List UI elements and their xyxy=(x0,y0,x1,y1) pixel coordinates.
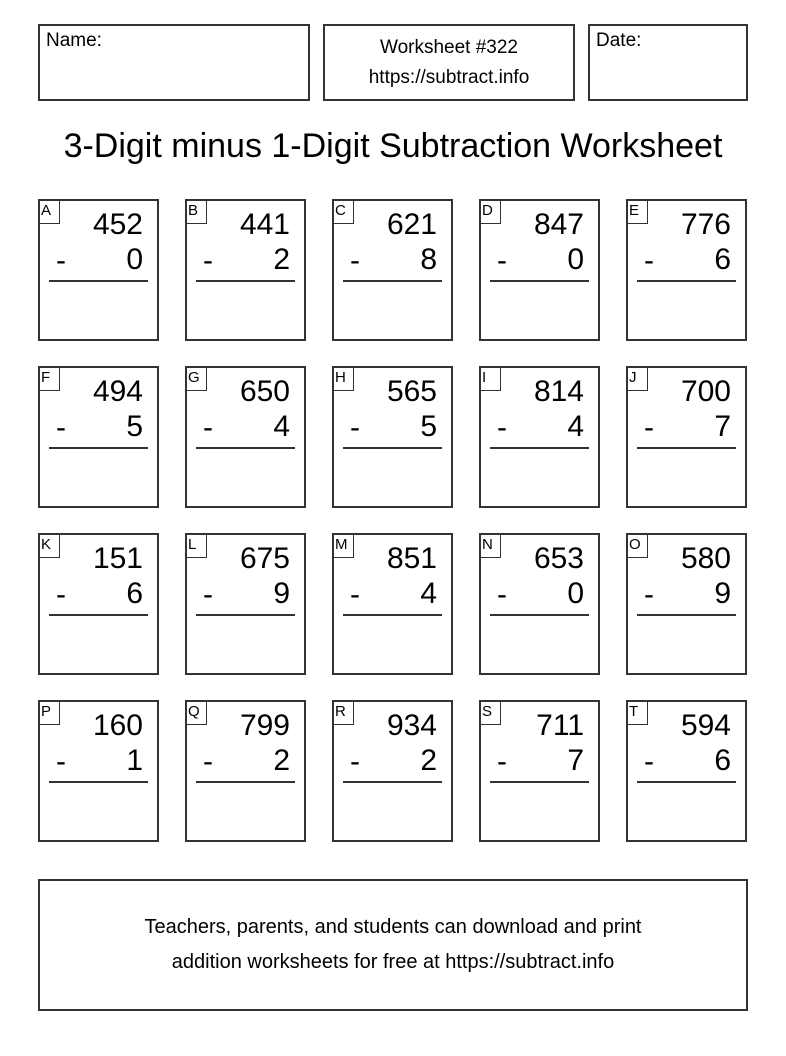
minus-sign: - xyxy=(497,244,507,277)
subtrahend: 7 xyxy=(567,744,584,777)
minus-sign: - xyxy=(644,578,654,611)
answer-line xyxy=(196,280,295,282)
problem-letter: H xyxy=(332,366,354,391)
subtrahend: 9 xyxy=(714,577,731,610)
answer-line xyxy=(343,280,442,282)
answer-line xyxy=(490,614,589,616)
problem-letter: M xyxy=(332,533,354,558)
minus-sign: - xyxy=(497,411,507,444)
subtrahend: 6 xyxy=(714,243,731,276)
answer-line xyxy=(49,781,148,783)
minuend: 452 xyxy=(92,208,143,241)
subtrahend: 2 xyxy=(420,744,437,777)
minus-sign: - xyxy=(56,411,66,444)
minus-sign: - xyxy=(203,578,213,611)
minus-sign: - xyxy=(350,411,360,444)
subtrahend: 0 xyxy=(567,577,584,610)
minuend: 653 xyxy=(533,542,584,575)
subtrahend: 7 xyxy=(714,410,731,443)
problem-letter: G xyxy=(185,366,207,391)
problem-card[interactable] xyxy=(38,199,159,341)
minus-sign: - xyxy=(56,745,66,778)
problem-letter: K xyxy=(38,533,60,558)
answer-line xyxy=(343,614,442,616)
name-field-box[interactable] xyxy=(38,24,310,101)
problem-card[interactable] xyxy=(479,700,600,842)
problem-card[interactable] xyxy=(332,366,453,508)
problem-letter: B xyxy=(185,199,207,224)
problem-card[interactable] xyxy=(38,700,159,842)
problem-card[interactable] xyxy=(626,700,747,842)
minus-sign: - xyxy=(56,244,66,277)
answer-line xyxy=(343,781,442,783)
problem-letter: F xyxy=(38,366,60,391)
worksheet-info-box xyxy=(323,24,575,101)
subtrahend: 1 xyxy=(126,744,143,777)
problem-letter: N xyxy=(479,533,501,558)
problem-letter: D xyxy=(479,199,501,224)
problem-card[interactable] xyxy=(332,199,453,341)
problem-card[interactable] xyxy=(626,533,747,675)
problem-letter: C xyxy=(332,199,354,224)
subtrahend: 0 xyxy=(126,243,143,276)
minuend: 675 xyxy=(239,542,290,575)
minuend: 776 xyxy=(680,208,731,241)
subtrahend: 4 xyxy=(273,410,290,443)
minuend: 711 xyxy=(536,709,584,742)
subtrahend: 6 xyxy=(714,744,731,777)
problem-letter: L xyxy=(185,533,207,558)
minuend: 814 xyxy=(533,375,584,408)
problem-card[interactable] xyxy=(185,199,306,341)
answer-line xyxy=(637,614,736,616)
date-field-box[interactable] xyxy=(588,24,748,101)
worksheet-url: https://subtract.info xyxy=(368,67,530,88)
problem-card[interactable] xyxy=(185,533,306,675)
subtrahend: 5 xyxy=(420,410,437,443)
minuend: 594 xyxy=(680,709,731,742)
minus-sign: - xyxy=(203,745,213,778)
problem-card[interactable] xyxy=(38,533,159,675)
minuend: 580 xyxy=(680,542,731,575)
problem-letter: R xyxy=(332,700,354,725)
date-label: Date: xyxy=(596,30,642,51)
minus-sign: - xyxy=(497,745,507,778)
problem-card[interactable] xyxy=(38,366,159,508)
minus-sign: - xyxy=(644,745,654,778)
page-title: 3-Digit minus 1-Digit Subtraction Worksheet xyxy=(63,127,723,165)
minus-sign: - xyxy=(350,578,360,611)
minuend: 565 xyxy=(386,375,437,408)
minuend: 621 xyxy=(386,208,437,241)
problem-card[interactable] xyxy=(479,366,600,508)
footer-line-1: Teachers, parents, and students can download and print xyxy=(144,916,642,938)
answer-line xyxy=(196,781,295,783)
problem-letter: A xyxy=(38,199,60,224)
minus-sign: - xyxy=(644,244,654,277)
minuend: 494 xyxy=(92,375,143,408)
minus-sign: - xyxy=(56,578,66,611)
subtrahend: 4 xyxy=(420,577,437,610)
minus-sign: - xyxy=(203,411,213,444)
footer-box xyxy=(38,879,748,1011)
answer-line xyxy=(637,280,736,282)
answer-line xyxy=(637,447,736,449)
problem-card[interactable] xyxy=(185,366,306,508)
problem-letter: T xyxy=(626,700,648,725)
minuend: 851 xyxy=(386,542,437,575)
answer-line xyxy=(196,614,295,616)
minus-sign: - xyxy=(644,411,654,444)
answer-line xyxy=(637,781,736,783)
problem-grid xyxy=(38,199,748,842)
answer-line xyxy=(490,280,589,282)
minuend: 650 xyxy=(239,375,290,408)
problem-letter: J xyxy=(626,366,648,391)
problem-letter: Q xyxy=(185,700,207,725)
minuend: 934 xyxy=(386,709,437,742)
minuend: 799 xyxy=(239,709,290,742)
problem-card[interactable] xyxy=(626,199,747,341)
problem-letter: I xyxy=(479,366,501,391)
problem-card[interactable] xyxy=(332,533,453,675)
minuend: 700 xyxy=(680,375,731,408)
problem-card[interactable] xyxy=(185,700,306,842)
worksheet-number: Worksheet #322 xyxy=(379,37,518,58)
subtrahend: 0 xyxy=(567,243,584,276)
minus-sign: - xyxy=(203,244,213,277)
subtrahend: 2 xyxy=(273,744,290,777)
problem-card[interactable] xyxy=(626,366,747,508)
subtrahend: 6 xyxy=(126,577,143,610)
problem-letter: P xyxy=(38,700,60,725)
answer-line xyxy=(490,447,589,449)
footer-line-2: addition worksheets for free at https://subtract.info xyxy=(171,951,615,973)
minus-sign: - xyxy=(497,578,507,611)
subtrahend: 9 xyxy=(273,577,290,610)
problem-letter: O xyxy=(626,533,648,558)
minuend: 160 xyxy=(92,709,143,742)
answer-line xyxy=(196,447,295,449)
answer-line xyxy=(49,280,148,282)
problem-card[interactable] xyxy=(479,199,600,341)
name-label: Name: xyxy=(46,30,102,51)
minus-sign: - xyxy=(350,745,360,778)
answer-line xyxy=(343,447,442,449)
answer-line xyxy=(490,781,589,783)
minuend: 151 xyxy=(92,542,143,575)
problem-card[interactable] xyxy=(332,700,453,842)
problem-card[interactable] xyxy=(479,533,600,675)
subtrahend: 8 xyxy=(420,243,437,276)
minuend: 847 xyxy=(533,208,584,241)
subtrahend: 4 xyxy=(567,410,584,443)
minuend: 441 xyxy=(239,208,290,241)
answer-line xyxy=(49,614,148,616)
problem-letter: E xyxy=(626,199,648,224)
subtrahend: 2 xyxy=(273,243,290,276)
problem-letter: S xyxy=(479,700,501,725)
subtrahend: 5 xyxy=(126,410,143,443)
answer-line xyxy=(49,447,148,449)
minus-sign: - xyxy=(350,244,360,277)
